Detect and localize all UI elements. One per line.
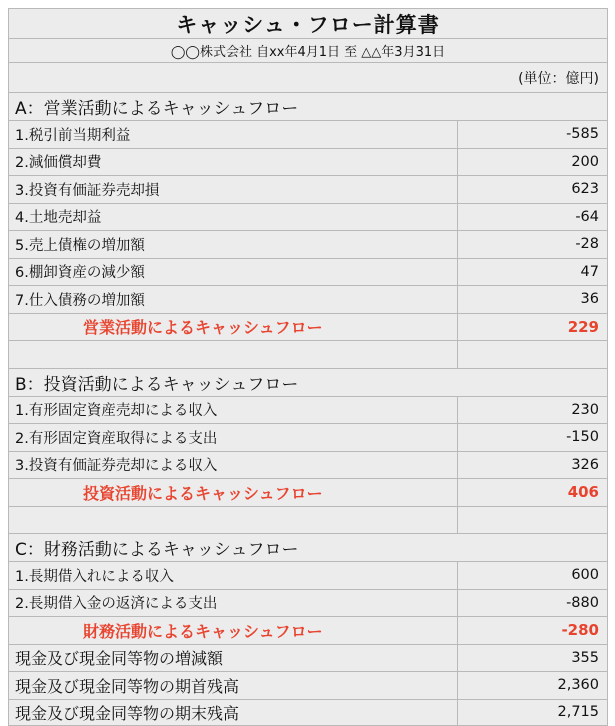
summary-row-opening-balance	[8, 671, 608, 699]
subtotal-value: 229	[458, 314, 607, 341]
table-row	[8, 148, 608, 176]
section-heading-text: B：投資活動によるキャッシュフロー	[15, 370, 298, 395]
row-label: 7.仕入債務の増加額	[9, 286, 458, 313]
table-row	[8, 258, 608, 286]
row-label: 3.投資有価証券売却による収入	[9, 452, 458, 479]
row-value: 326	[458, 452, 607, 479]
spacer-row	[8, 340, 608, 368]
statement-title-text: キャッシュ・フロー計算書	[176, 9, 440, 39]
table-row	[8, 203, 608, 231]
company-period	[8, 38, 608, 62]
unit-label-text: (単位：億円)	[518, 68, 599, 88]
row-value: -585	[458, 121, 607, 148]
section-heading-operating	[8, 92, 608, 120]
row-value: 623	[458, 176, 607, 203]
statement-title	[8, 8, 608, 38]
table-row	[8, 561, 608, 589]
spacer-cell	[458, 507, 607, 534]
subtotal-value: 406	[458, 479, 607, 506]
summary-value: 355	[458, 645, 607, 672]
table-row	[8, 230, 608, 258]
unit-label	[8, 62, 608, 92]
row-label: 2.減価償却費	[9, 149, 458, 176]
table-row	[8, 396, 608, 424]
row-label: 4.土地売却益	[9, 204, 458, 231]
row-value: -28	[458, 231, 607, 258]
subtotal-label: 営業活動によるキャッシュフロー	[9, 314, 458, 341]
row-value: 47	[458, 259, 607, 286]
row-value: 36	[458, 286, 607, 313]
subtotal-label: 投資活動によるキャッシュフロー	[9, 479, 458, 506]
summary-label: 現金及び現金同等物の期首残高	[9, 672, 458, 699]
spacer-cell	[458, 341, 607, 368]
row-label: 3.投資有価証券売却損	[9, 176, 458, 203]
summary-value: 2,715	[458, 700, 607, 726]
summary-label: 現金及び現金同等物の増減額	[9, 645, 458, 672]
row-value: 600	[458, 562, 607, 589]
subtotal-row-financing	[8, 616, 608, 644]
row-label: 1.税引前当期利益	[9, 121, 458, 148]
subtotal-value: -280	[458, 617, 607, 644]
subtotal-row-operating	[8, 313, 608, 341]
row-label: 1.有形固定資産売却による収入	[9, 397, 458, 424]
row-label: 2.長期借入金の返済による支出	[9, 590, 458, 617]
row-value: -150	[458, 424, 607, 451]
cash-flow-statement	[8, 8, 608, 726]
spacer-row	[8, 506, 608, 534]
row-value: -64	[458, 204, 607, 231]
subtotal-label: 財務活動によるキャッシュフロー	[9, 617, 458, 644]
row-value: -880	[458, 590, 607, 617]
subtotal-row-investing	[8, 478, 608, 506]
row-label: 1.長期借入れによる収入	[9, 562, 458, 589]
summary-row-net-change	[8, 644, 608, 672]
row-label: 5.売上債権の増加額	[9, 231, 458, 258]
summary-value: 2,360	[458, 672, 607, 699]
section-heading-text: A：営業活動によるキャッシュフロー	[15, 94, 298, 119]
table-row	[8, 175, 608, 203]
company-period-text: ◯◯株式会社 自xx年4月1日 至 △△年3月31日	[171, 41, 445, 60]
table-row	[8, 285, 608, 313]
section-heading-investing	[8, 368, 608, 396]
spacer-cell	[9, 341, 458, 368]
row-value: 200	[458, 149, 607, 176]
spacer-cell	[9, 507, 458, 534]
summary-label: 現金及び現金同等物の期末残高	[9, 700, 458, 726]
summary-row-closing-balance	[8, 699, 608, 726]
row-value: 230	[458, 397, 607, 424]
table-row	[8, 451, 608, 479]
section-heading-financing	[8, 533, 608, 561]
table-row	[8, 589, 608, 617]
table-row	[8, 120, 608, 148]
section-heading-text: C：財務活動によるキャッシュフロー	[15, 535, 299, 560]
row-label: 2.有形固定資産取得による支出	[9, 424, 458, 451]
row-label: 6.棚卸資産の減少額	[9, 259, 458, 286]
table-row	[8, 423, 608, 451]
